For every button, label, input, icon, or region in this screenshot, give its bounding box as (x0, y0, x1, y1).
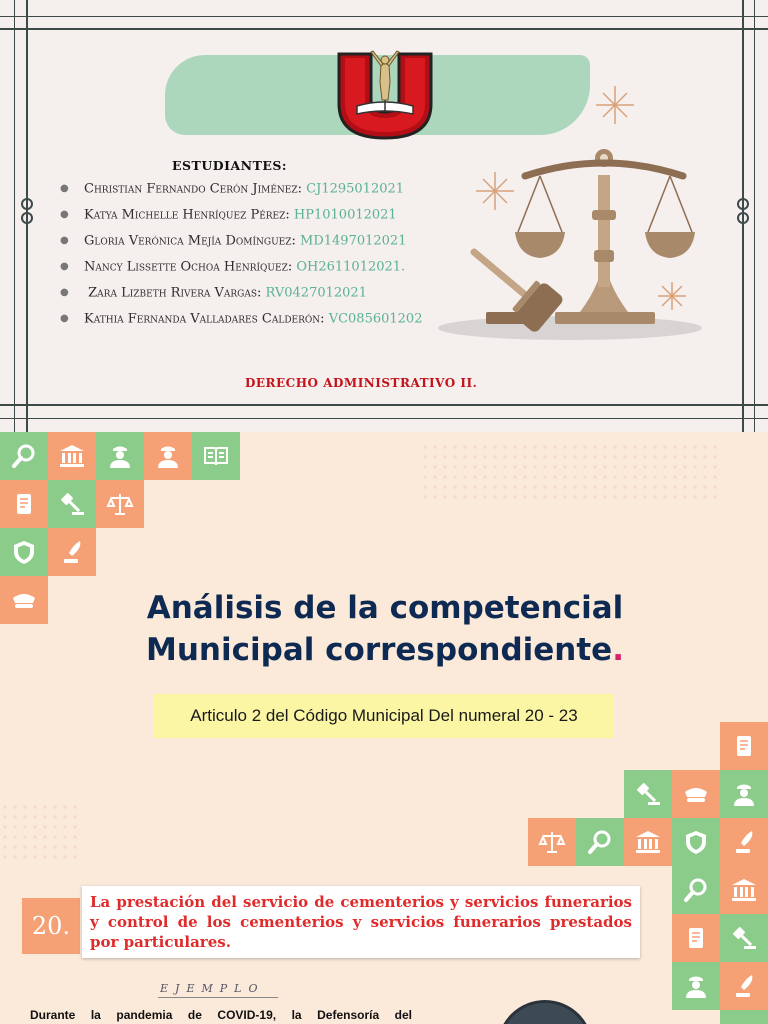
open-book-icon (202, 442, 230, 470)
bank-icon (730, 876, 758, 904)
police-officer-icon (730, 780, 758, 808)
tile-police-officer (96, 432, 144, 480)
tile-document (672, 914, 720, 962)
tile-magnifier (0, 432, 48, 480)
tile-bank (720, 866, 768, 914)
student-name: Zara Lizbeth Rivera Vargas: (84, 285, 262, 301)
bullet-icon: ● (60, 235, 69, 246)
police-officer-icon (106, 442, 134, 470)
student-item (60, 178, 422, 204)
police-cap-icon (10, 586, 38, 614)
numeral-badge: 20. (22, 898, 80, 954)
slide-title-dot: . (612, 632, 624, 668)
student-item (60, 256, 422, 282)
tile-open-book (192, 432, 240, 480)
student-item (60, 204, 422, 230)
student-code: VC085601202 (328, 311, 423, 327)
student-code: RV0427012021 (265, 285, 367, 301)
student-code: MD1497012021 (300, 233, 407, 249)
student-item (60, 230, 422, 256)
student-item (60, 308, 422, 334)
topic-text: La prestación del servicio de cementerios y servicios funerarios y control de los cementerios y servicios funerarios prestados por particulares. (82, 886, 640, 958)
magnifier-icon (586, 828, 614, 856)
tile-scale (528, 818, 576, 866)
tile-bank (48, 432, 96, 480)
student-item (60, 282, 422, 308)
content-slide (0, 432, 768, 1024)
tile-quill (720, 962, 768, 1010)
scales-of-justice-illustration (420, 80, 710, 350)
quill-icon (58, 538, 86, 566)
slide-title-line-2-text: Municipal correspondiente (146, 632, 613, 668)
shield-icon (682, 828, 710, 856)
bullet-icon: ● (60, 183, 69, 194)
police-officer-icon (682, 972, 710, 1000)
tile-magnifier (672, 866, 720, 914)
students-heading: ESTUDIANTES: (172, 158, 288, 173)
police-cap-icon (682, 780, 710, 808)
course-subject: DERECHO ADMINISTRATIVO II. (245, 376, 478, 390)
dot-pattern-top (420, 442, 720, 502)
cover-slide (0, 0, 768, 432)
slide-title (60, 587, 710, 671)
magnifier-icon (682, 876, 710, 904)
student-name: Katya Michelle Henríquez Pérez: (84, 207, 290, 223)
document-icon (10, 490, 38, 518)
document-icon (682, 924, 710, 952)
bullet-icon: ● (60, 313, 69, 324)
student-name: Gloria Verónica Mejía Domínguez: (84, 233, 296, 249)
tile-gavel (48, 480, 96, 528)
frame-top-inner-line (0, 16, 768, 17)
quill-icon (730, 972, 758, 1000)
frame-right-ornament-icon (730, 196, 756, 226)
tile-shield (672, 818, 720, 866)
tile-police-officer-2 (144, 432, 192, 480)
subtitle-box: Articulo 2 del Código Municipal Del numeral 20 - 23 (154, 694, 614, 738)
example-paragraph: Durante la pandemia de COVID-19, la Defensoría del (30, 1008, 412, 1022)
tile-bottom-right (720, 1010, 768, 1024)
student-code: OH2611012021. (296, 259, 406, 275)
bank-icon (58, 442, 86, 470)
gavel-icon (58, 490, 86, 518)
tile-gavel (624, 770, 672, 818)
bank-icon (634, 828, 662, 856)
gavel-icon (730, 924, 758, 952)
gavel-icon (634, 780, 662, 808)
slide-title-line-2 (60, 629, 710, 671)
tile-police-cap (672, 770, 720, 818)
magnifier-icon (10, 442, 38, 470)
slide-title-line-1: Análisis de la competencial (146, 590, 624, 626)
tile-document (0, 480, 48, 528)
tile-police-cap (0, 576, 48, 624)
student-name: Kathia Fernanda Valladares Calderón: (84, 311, 325, 327)
tile-shield (0, 528, 48, 576)
frame-left-ornament-icon (14, 196, 40, 226)
scale-icon (538, 828, 566, 856)
tile-gavel (720, 914, 768, 962)
circular-image-placeholder (497, 1000, 593, 1024)
dot-pattern-bottom (0, 802, 80, 862)
tile-scale (96, 480, 144, 528)
bullet-icon: ● (60, 261, 69, 272)
tile-police-officer (672, 962, 720, 1010)
tile-document (720, 722, 768, 770)
shield-icon (10, 538, 38, 566)
frame-bottom-line (0, 404, 768, 406)
tile-quill (720, 818, 768, 866)
example-underline (158, 997, 278, 998)
student-name: Christian Fernando Cerón Jiménez: (84, 181, 303, 197)
police-officer-icon (154, 442, 182, 470)
document-icon (730, 732, 758, 760)
students-list (60, 178, 422, 334)
tile-magnifier (576, 818, 624, 866)
scale-icon (106, 490, 134, 518)
student-code: HP1010012021 (293, 207, 397, 223)
tile-police-officer (720, 770, 768, 818)
student-name: Nancy Lissette Ochoa Henríquez: (84, 259, 293, 275)
frame-bottom-inner-line (0, 418, 768, 419)
quill-icon (730, 828, 758, 856)
frame-top-line (0, 28, 768, 30)
tile-bank (624, 818, 672, 866)
bullet-icon: ● (60, 287, 69, 298)
student-code: CJ1295012021 (306, 181, 405, 197)
example-label: EJEMPLO (160, 982, 265, 995)
tile-quill (48, 528, 96, 576)
bullet-icon: ● (60, 209, 69, 220)
